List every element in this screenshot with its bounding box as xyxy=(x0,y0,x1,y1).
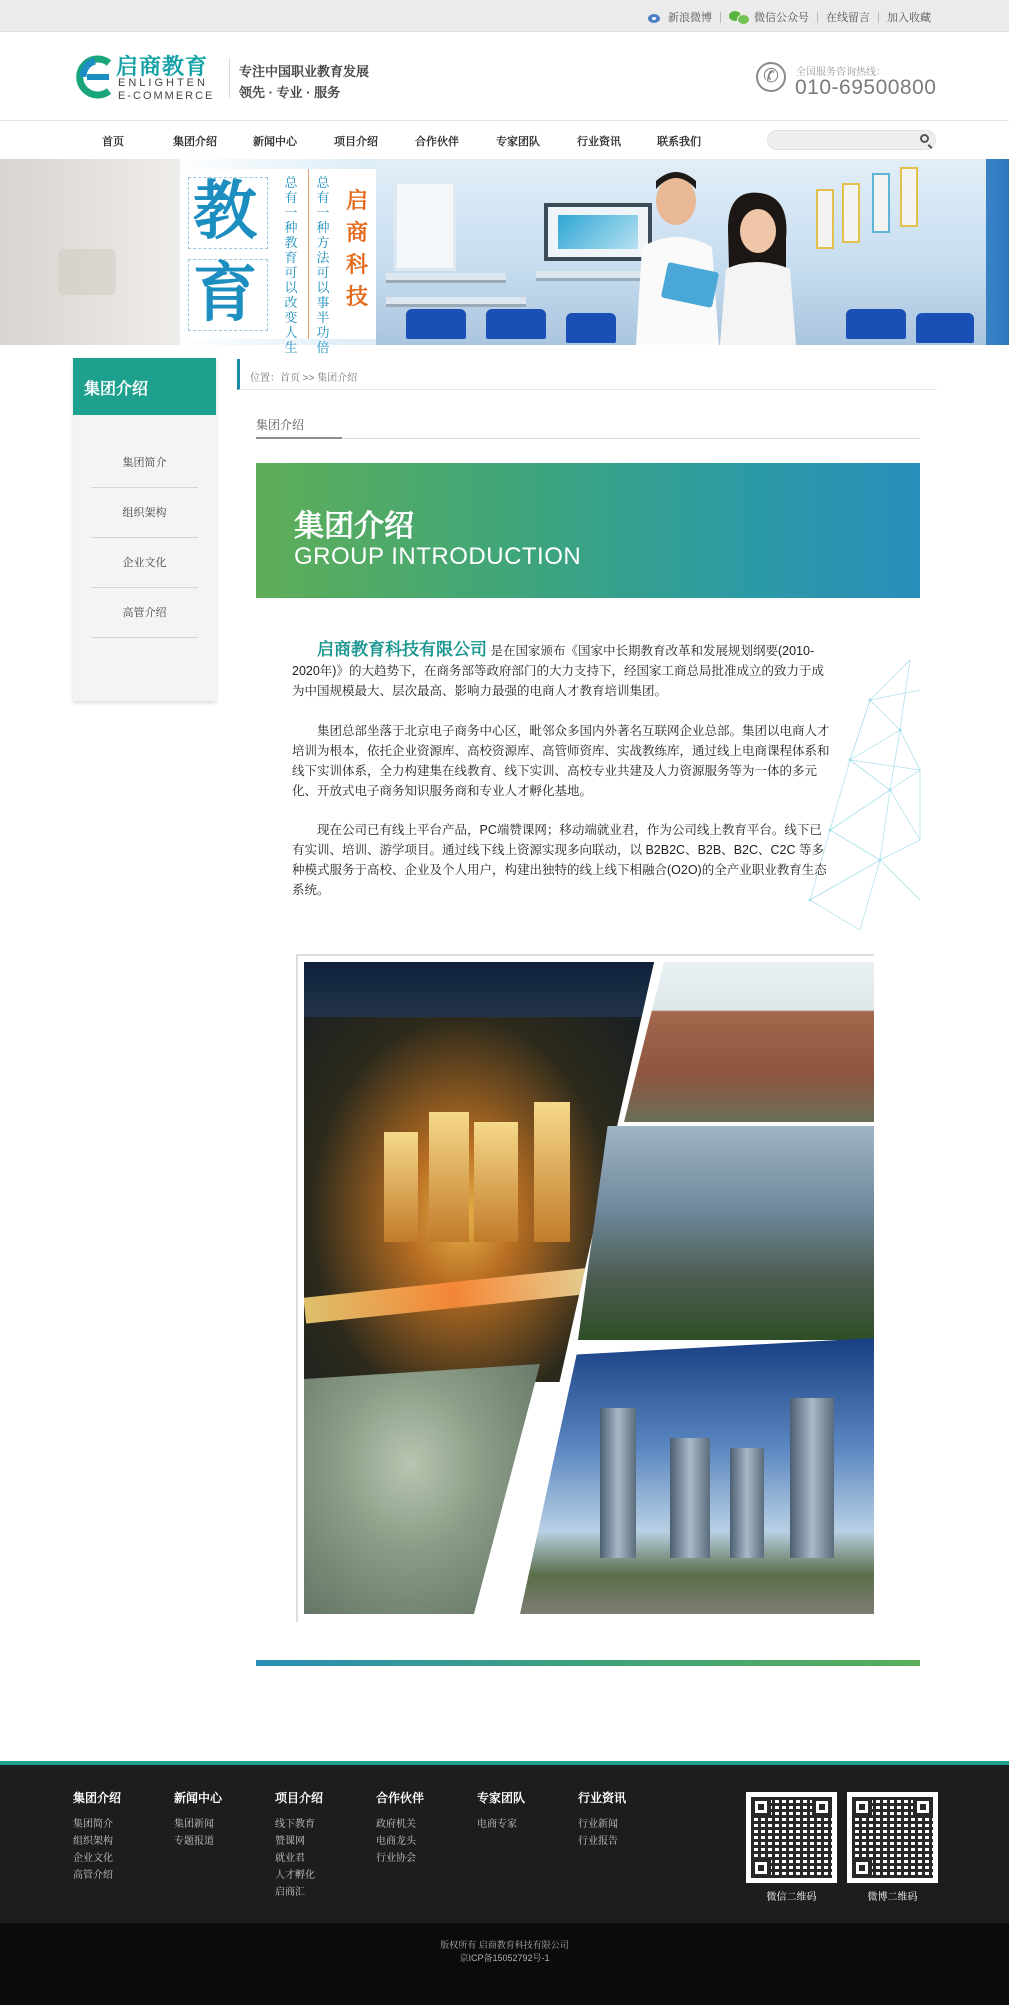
weibo-icon xyxy=(647,11,663,24)
online-message-link[interactable]: 在线留言 xyxy=(826,12,870,24)
hero-banner xyxy=(0,159,1009,355)
search-icon[interactable] xyxy=(920,134,929,143)
footer-column: 新闻中心 集团新闻 专题报道 xyxy=(174,1791,223,1847)
nav-item-projects[interactable]: 项目介绍 xyxy=(334,136,378,148)
divider xyxy=(308,169,309,339)
divider xyxy=(720,12,721,23)
banner-slogan: 总有一种方法可以事半功倍 xyxy=(316,175,330,355)
headquarters-paragraph: 集团总部坐落于北京电子商务中心区，毗邻众多国内外著名互联网企业总部。集团以电商人才培训为根本，依托企业资源库、高校资源库、高管师资库、实战教练库，通过线上电商课程体系和线下实训体系，全力构建集在线教育、线下实训、高校专业共建及人力资源服务等为一体的多元化、开放式电子商务知识服务商和专业人才孵化基地。 xyxy=(292,724,830,798)
slogan: 领先 · 专业 · 服务 xyxy=(239,85,341,100)
sidebar xyxy=(73,358,216,701)
student-female xyxy=(716,189,796,345)
poster xyxy=(900,167,918,227)
logo-subtitle: E-COMMERCE xyxy=(118,90,215,102)
site-footer xyxy=(0,1761,1009,1923)
wechat-icon xyxy=(729,10,749,24)
products-paragraph: 现在公司已有线上平台产品，PC端赞课网；移动端就业君，作为公司线上教育平台。线下已有实训、培训、游学项目。通过线下线上资源实现多向联动，以 B2B2C、B2B、B2C、C2C 等多种模式服务于高校、企业及个人用户，构建出独特的线上线下相融合(O2O)的全产业职业教育生态系统。 xyxy=(292,823,827,897)
nav-item-contact[interactable]: 联系我们 xyxy=(657,136,701,148)
divider xyxy=(256,437,342,439)
nav-item-news[interactable]: 新闻中心 xyxy=(253,136,297,148)
footer-column: 行业资讯 行业新闻 行业报告 xyxy=(578,1791,627,1847)
footer-column: 集团介绍 集团简介 组织架构 企业文化 高管介绍 xyxy=(73,1791,122,1881)
poster xyxy=(842,183,860,243)
breadcrumb-text[interactable]: 位置：首页 >> 集团介绍 xyxy=(250,373,358,384)
sidebar-item-intro[interactable]: 集团简介 xyxy=(91,438,198,488)
divider xyxy=(817,12,818,23)
footer-column: 专家团队 电商专家 xyxy=(477,1791,526,1830)
top-bar xyxy=(0,0,1009,32)
search-input[interactable] xyxy=(767,130,936,150)
nav-item-industry[interactable]: 行业资讯 xyxy=(577,136,621,148)
calligraphy-char: 育 xyxy=(188,259,268,331)
add-favorite-link[interactable]: 加入收藏 xyxy=(887,12,931,24)
logo-subtitle: ENLIGHTEN xyxy=(118,77,208,89)
banner-decoration xyxy=(58,249,116,295)
hotline-number: 010-69500800 xyxy=(795,76,937,99)
section-title: 集团介绍 xyxy=(256,418,305,432)
nav-item-partners[interactable]: 合作伙伴 xyxy=(415,136,459,148)
divider xyxy=(256,438,920,439)
banner-calligraphy-panel xyxy=(180,169,376,355)
intro-subtitle: GROUP INTRODUCTION xyxy=(294,543,582,570)
intro-title: 集团介绍 xyxy=(294,510,414,543)
sidebar-item-executives[interactable]: 高管介绍 xyxy=(91,588,198,638)
office-building-photo xyxy=(624,962,874,1122)
divider xyxy=(229,58,230,98)
sidebar-header: 集团介绍 xyxy=(73,358,216,415)
logo-icon[interactable] xyxy=(73,55,113,99)
poster xyxy=(816,189,834,249)
breadcrumb xyxy=(237,359,937,390)
nav-item-group[interactable]: 集团介绍 xyxy=(173,136,217,148)
divider xyxy=(878,12,879,23)
company-name: 启商教育科技有限公司 xyxy=(317,640,487,659)
sidebar-item-culture[interactable]: 企业文化 xyxy=(91,538,198,588)
wechat-qr-code xyxy=(746,1792,837,1883)
wechat-link[interactable]: 微信公众号 xyxy=(729,9,809,25)
qr-label: 微博二维码 xyxy=(867,1892,918,1903)
top-links xyxy=(647,9,931,25)
banner-photo xyxy=(376,159,986,345)
intro-paragraph: 启商教育科技有限公司 是在国家颁布《国家中长期教育改革和发展规划纲要(2010-2020年)》的大趋势下，在商务部等政府部门的大力支持下，经国家工商总局批准成立的致力于成为中国规模最大、层次最高、影响力最强的电商人才教育培训集团。 xyxy=(292,640,824,698)
slogan: 专注中国职业教育发展 xyxy=(239,64,370,79)
nav-item-home[interactable]: 首页 xyxy=(102,136,124,148)
hotline-label: 全国服务咨询热线： xyxy=(796,67,886,78)
copyright-text: 版权所有 启商教育科技有限公司 xyxy=(440,1940,569,1950)
banner-slogan: 总有一种教育可以改变人生 xyxy=(284,175,298,355)
footer-column: 合作伙伴 政府机关 电商龙头 行业协会 xyxy=(376,1791,425,1864)
nav-item-experts[interactable]: 专家团队 xyxy=(496,136,540,148)
intro-banner xyxy=(256,463,920,598)
phone-icon xyxy=(756,62,786,92)
weibo-link[interactable]: 新浪微博 xyxy=(647,9,712,25)
poster xyxy=(872,173,890,233)
sidebar-item-structure[interactable]: 组织架构 xyxy=(91,488,198,538)
footer-column: 项目介绍 线下教育 赞课网 就业君 人才孵化 启商汇 xyxy=(275,1791,324,1898)
calligraphy-char: 教 xyxy=(188,177,268,249)
logo-text[interactable]: 启商教育 xyxy=(116,54,209,79)
qr-label: 微信二维码 xyxy=(766,1892,817,1903)
main-nav xyxy=(0,120,1009,159)
weibo-qr-code xyxy=(847,1792,938,1883)
icp-number[interactable]: 京ICP备15052792号-1 xyxy=(459,1953,550,1963)
banner-brand: 启商科技 xyxy=(345,188,368,309)
content-bottom-bar xyxy=(256,1660,920,1666)
window xyxy=(394,181,456,271)
student-male xyxy=(634,167,719,345)
glass-building-photo xyxy=(578,1126,874,1340)
building-photo-collage xyxy=(296,954,874,1622)
copyright-bar xyxy=(0,1923,1009,2005)
skyscrapers-photo xyxy=(520,1338,874,1614)
